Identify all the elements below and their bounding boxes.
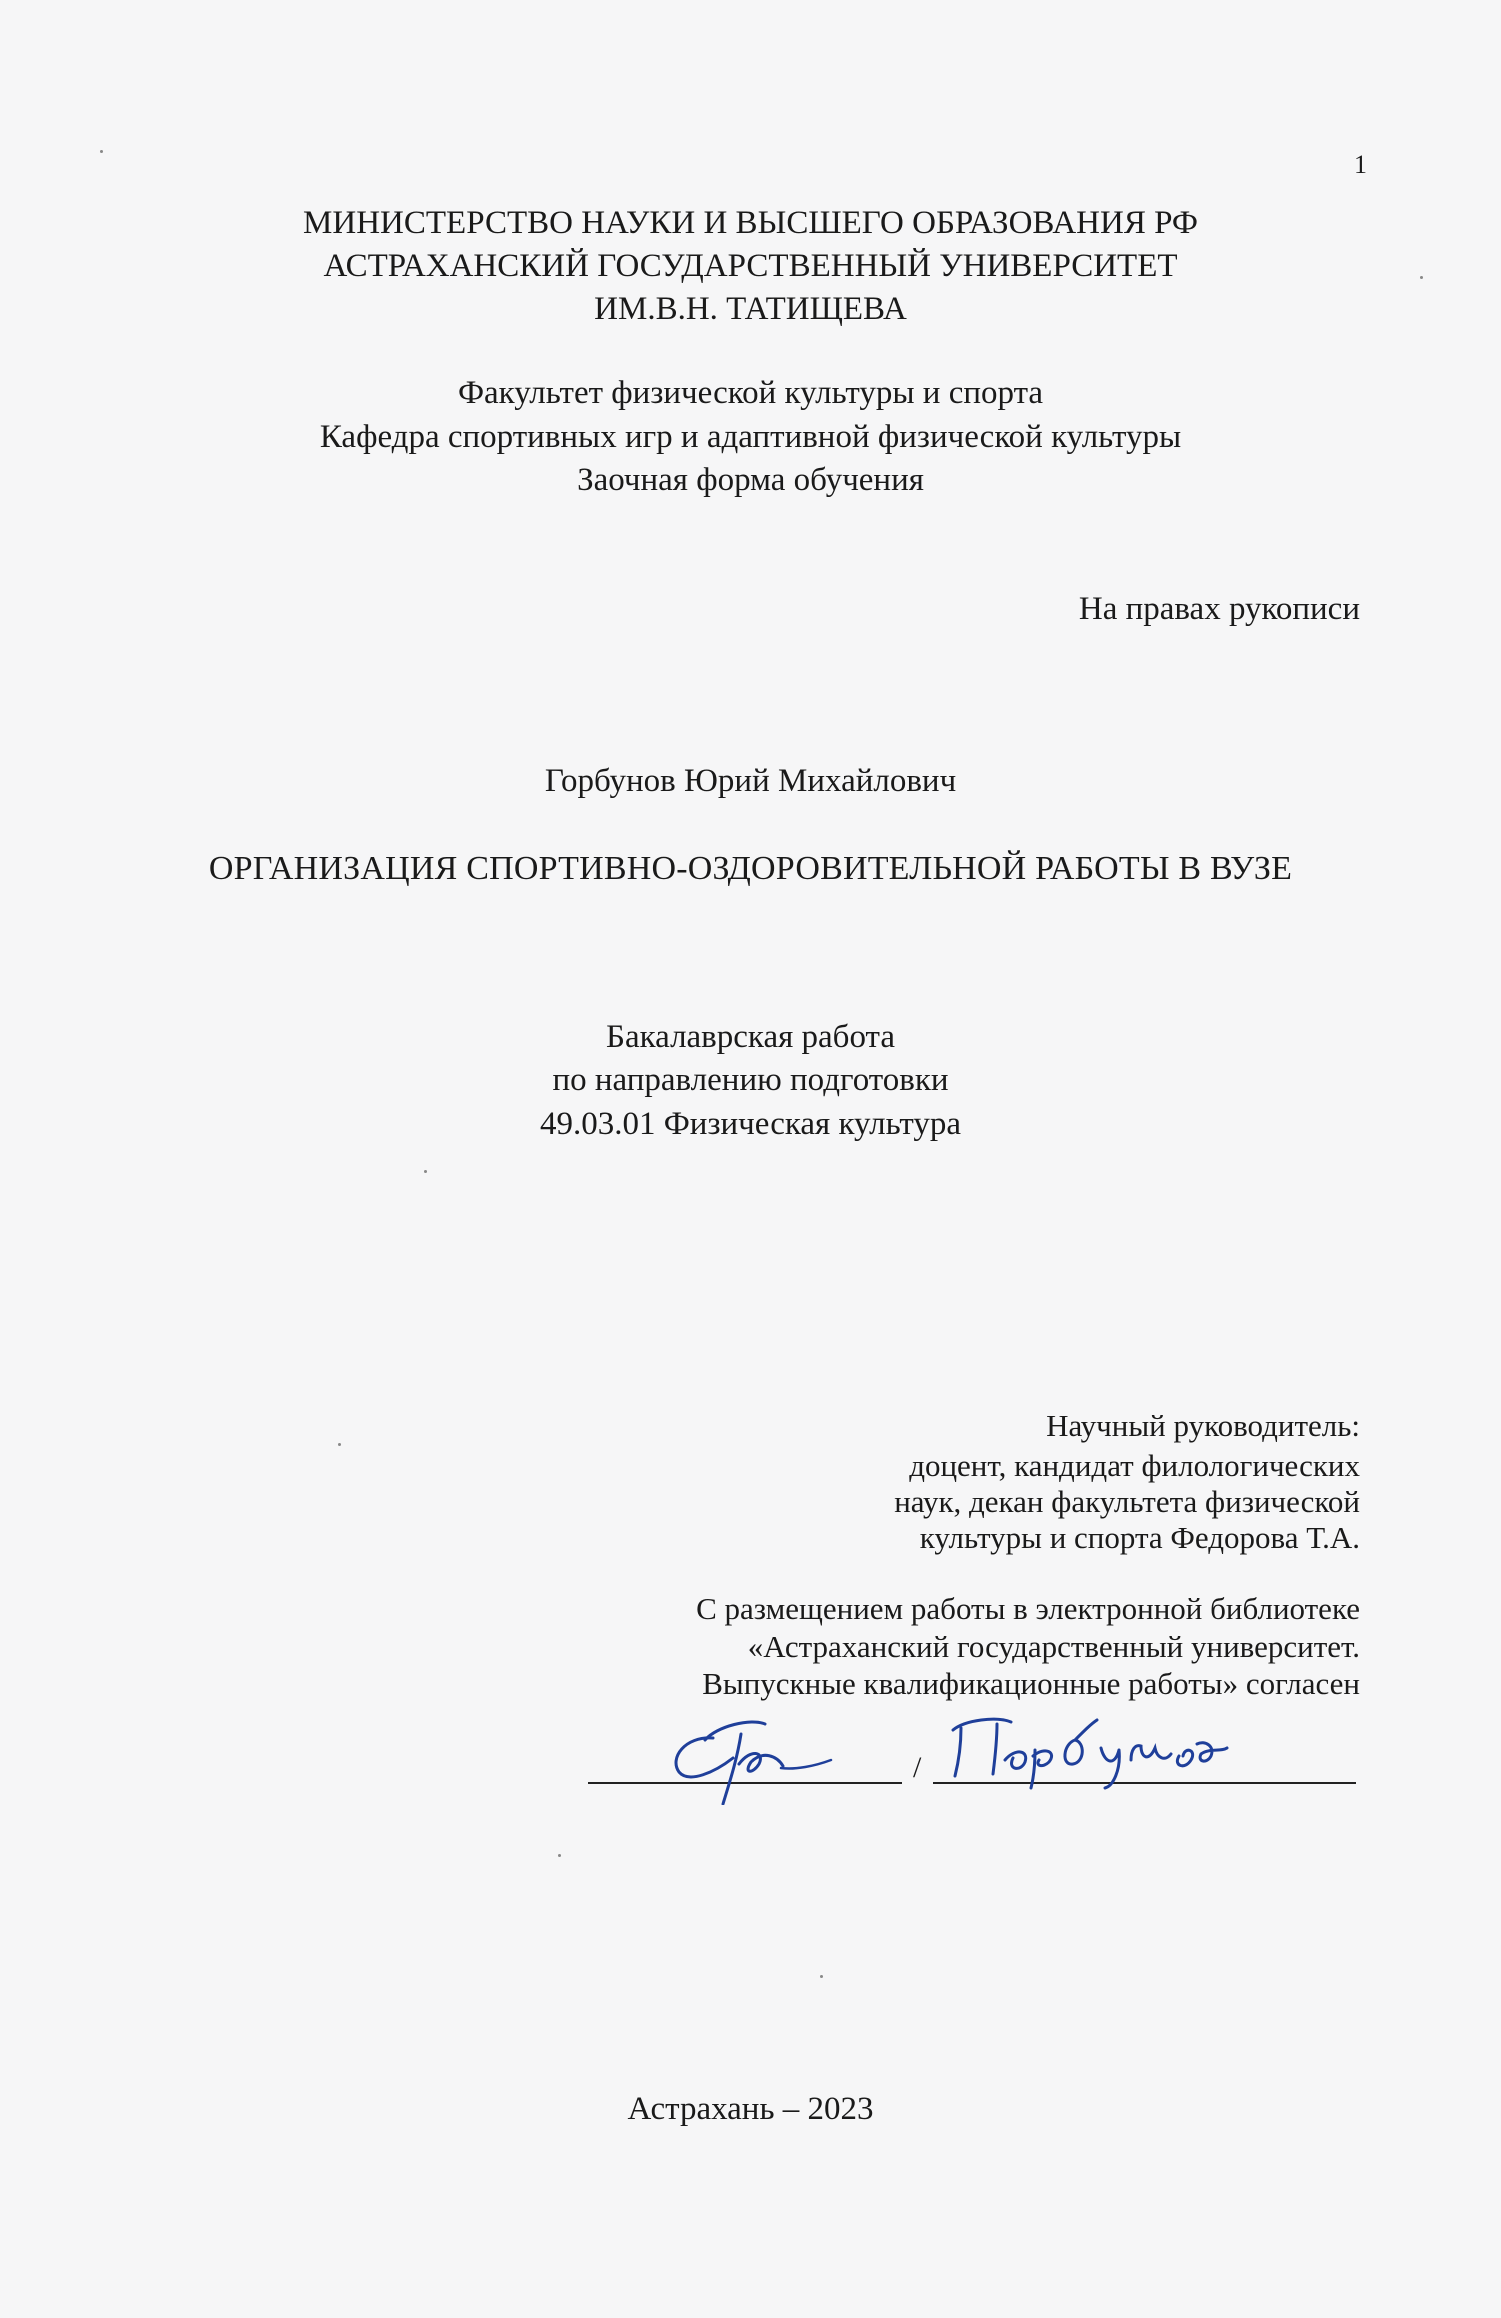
consent-line-1: С размещением работы в электронной библиотеке [696, 1591, 1360, 1626]
signature-separator: / [913, 1751, 922, 1784]
supervisor-line-3: культуры и спорта Федорова Т.А. [919, 1520, 1360, 1555]
consent-line-3: Выпускные квалификационные работы» согласен [702, 1666, 1360, 1701]
direction: 49.03.01 Физическая культура [539, 1106, 961, 1142]
faculty-name: Факультет физической культуры и спорта [457, 375, 1044, 411]
university-name: АСТРАХАНСКИЙ ГОСУДАРСТВЕННЫЙ УНИВЕРСИТЕТ [323, 248, 1178, 284]
scan-speck [1420, 276, 1423, 279]
page-number: 1 [1354, 150, 1367, 179]
handwritten-signature [655, 1700, 855, 1805]
scan-speck [820, 1975, 823, 1978]
scan-speck [558, 1854, 561, 1857]
handwritten-surname [935, 1700, 1235, 1790]
scan-speck [100, 150, 103, 153]
scan-speck [338, 1443, 341, 1446]
consent-line-2: «Астраханский государственный университет. [747, 1629, 1360, 1664]
ministry-name: МИНИСТЕРСТВО НАУКИ И ВЫСШЕГО ОБРАЗОВАНИЯ РФ [303, 205, 1198, 241]
manuscript-note: На правах рукописи [1078, 591, 1360, 627]
supervisor-label: Научный руководитель: [1046, 1408, 1360, 1443]
scan-speck [424, 1170, 427, 1173]
thesis-title: ОРГАНИЗАЦИЯ СПОРТИВНО-ОЗДОРОВИТЕЛЬНОЙ РАБОТЫ В ВУЗЕ [208, 850, 1293, 887]
department-name: Кафедра спортивных игр и адаптивной физической культуры [319, 419, 1182, 455]
study-form: Заочная форма обучения [577, 462, 924, 498]
city-year: Астрахань – 2023 [627, 2091, 874, 2127]
supervisor-line-2: наук, декан факультета физической [894, 1484, 1360, 1519]
direction-label: по направлению подготовки [552, 1062, 949, 1098]
work-type: Бакалаврская работа [606, 1019, 895, 1055]
university-named-after: ИМ.В.Н. ТАТИЩЕВА [594, 291, 907, 327]
supervisor-line-1: доцент, кандидат филологических [909, 1448, 1360, 1483]
author-name: Горбунов Юрий Михайлович [544, 763, 957, 799]
